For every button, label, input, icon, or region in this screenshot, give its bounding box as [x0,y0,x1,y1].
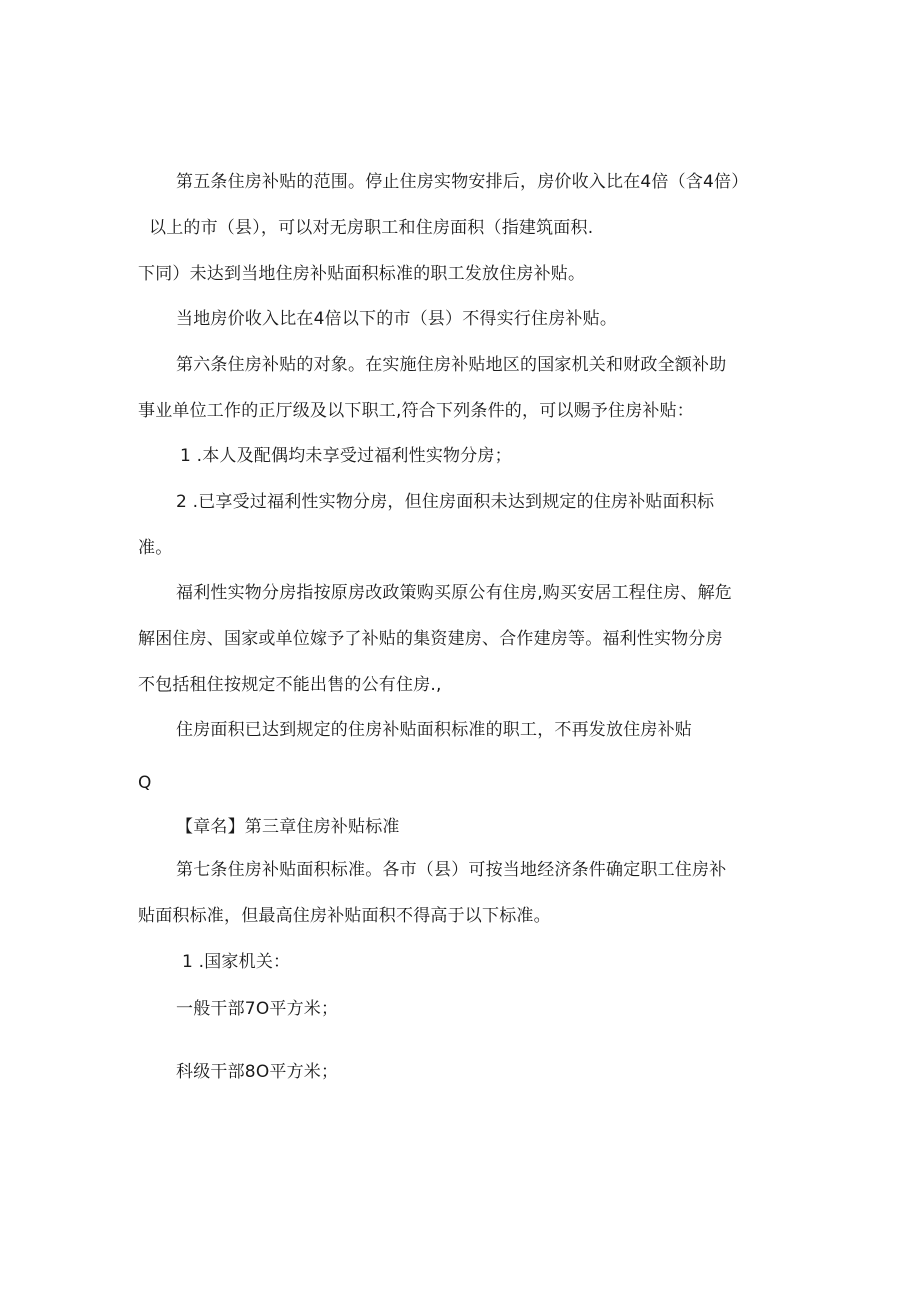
paragraph-line: 第六条住房补贴的对象。在实施住房补贴地区的国家机关和财政全额补助 [176,355,727,375]
paragraph-line: 第五条住房补贴的范围。停止住房实物安排后，房价收入比在4倍（含4倍） [176,172,749,192]
chapter-heading: 【章名】第三章住房补贴标准 [176,817,400,837]
list-item: 科级干部8O平方米； [176,1062,339,1082]
paragraph-line: 贴面积标准，但最高住房补贴面积不得高于以下标准。 [138,906,551,926]
paragraph-line: 住房面积已达到规定的住房补贴面积标准的职工，不再发放住房补贴 [176,720,692,740]
paragraph-line: 以上的市（县），可以对无房职工和住房面积（指建筑面积. [149,218,594,238]
paragraph-line: 事业单位工作的正厅级及以下职工,符合下列条件的，可以赐予住房补贴： [138,401,695,421]
list-item: 1 .本人及配偶均未享受过福利性实物分房； [180,446,512,466]
list-item: 一般干部7O平方米； [176,999,339,1019]
list-item: 1 .国家机关： [182,952,291,972]
paragraph-line: 当地房价收入比在4倍以下的市（县）不得实行住房补贴。 [176,309,618,329]
paragraph-line: 第七条住房补贴面积标准。各市（县）可按当地经济条件确定职工住房补 [176,860,727,880]
paragraph-line: 准。 [138,538,173,558]
paragraph-line: 不包括租住按规定不能出售的公有住房., [138,675,442,695]
paragraph-line: 福利性实物分房指按原房改政策购买原公有住房,购买安居工程住房、解危 [176,583,733,603]
paragraph-line: 下同）未达到当地住房补贴面积标准的职工发放住房补贴。 [138,264,586,284]
list-item: 2 .已享受过福利性实物分房，但住房面积未达到规定的住房补贴面积标 [176,492,715,512]
paragraph-line: Q [138,773,152,793]
paragraph-line: 解困住房、国家或单位嫁予了补贴的集资建房、合作建房等。福利性实物分房 [138,629,723,649]
